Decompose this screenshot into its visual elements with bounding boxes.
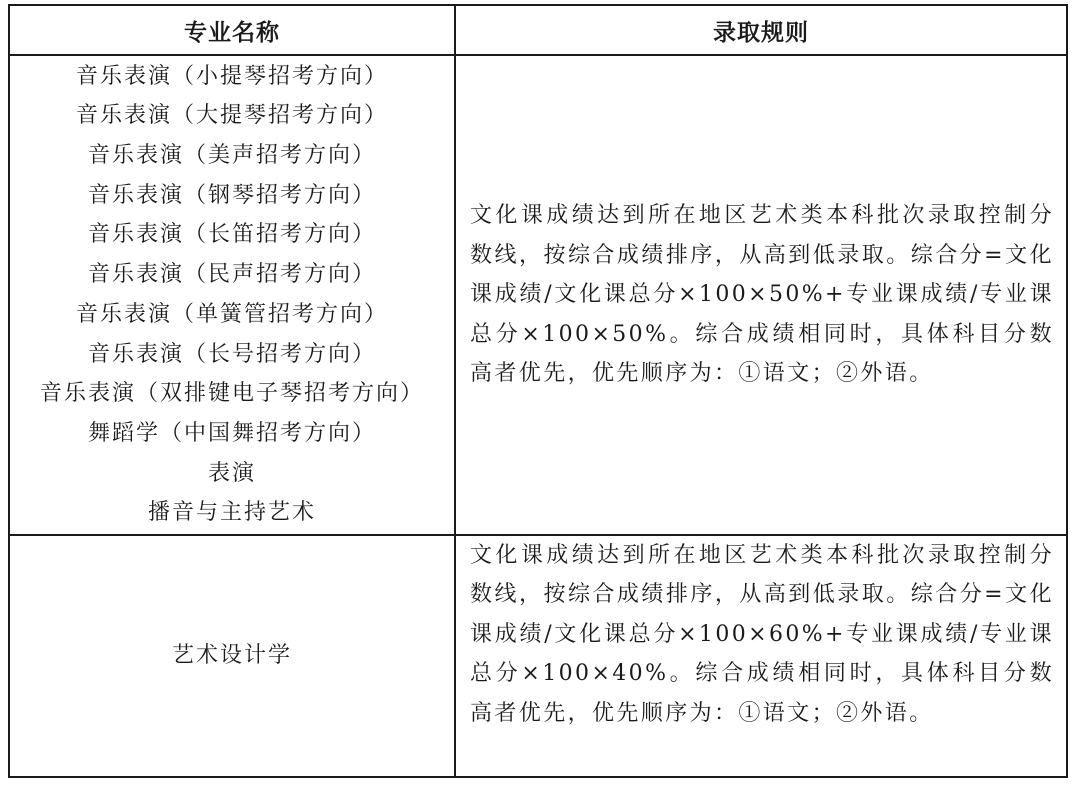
admission-rule-text: 文化课成绩达到所在地区艺术类本科批次录取控制分数线，按综合成绩排序，从高到低录取。综合分=文化课成绩/文化课总分×100×50%+专业课成绩/专业课总分×100×50%。综合成绩相同时，具体科目分数高者优先，优先顺序为：①语文；②外语。 xyxy=(470,203,1054,387)
major-name: 音乐表演（钢琴招考方向） xyxy=(87,182,376,208)
table-row xyxy=(9,55,1067,534)
major-name: 播音与主持艺术 xyxy=(147,500,316,526)
major-name: 艺术设计学 xyxy=(171,642,292,668)
major-list-cell xyxy=(9,535,455,778)
admission-rules-table xyxy=(8,4,1068,778)
major-list-cell xyxy=(9,55,455,534)
major-name: 表演 xyxy=(207,460,256,486)
admission-rule-cell xyxy=(455,55,1067,534)
table-row xyxy=(9,535,1067,778)
major-name: 音乐表演（小提琴招考方向） xyxy=(75,63,388,89)
major-name: 音乐表演（单簧管招考方向） xyxy=(75,301,388,327)
major-name: 音乐表演（双排键电子琴招考方向） xyxy=(39,381,424,407)
major-name: 音乐表演（长号招考方向） xyxy=(87,341,376,367)
header-major-name: 专业名称 xyxy=(9,5,455,55)
major-name: 音乐表演（美声招考方向） xyxy=(87,142,376,168)
major-name: 音乐表演（长笛招考方向） xyxy=(87,222,376,248)
admission-rule-cell xyxy=(455,535,1067,778)
admission-rule-text: 文化课成绩达到所在地区艺术类本科批次录取控制分数线，按综合成绩排序，从高到低录取。综合分=文化课成绩/文化课总分×100×60%+专业课成绩/专业课总分×100×40%。综合成绩相同时，具体科目分数高者优先，优先顺序为：①语文；②外语。 xyxy=(470,542,1054,726)
major-name: 音乐表演（民声招考方向） xyxy=(87,262,376,288)
major-name: 音乐表演（大提琴招考方向） xyxy=(75,103,388,129)
major-name: 舞蹈学（中国舞招考方向） xyxy=(87,420,376,446)
table-header-row xyxy=(9,5,1067,55)
header-admission-rule: 录取规则 xyxy=(455,5,1067,55)
